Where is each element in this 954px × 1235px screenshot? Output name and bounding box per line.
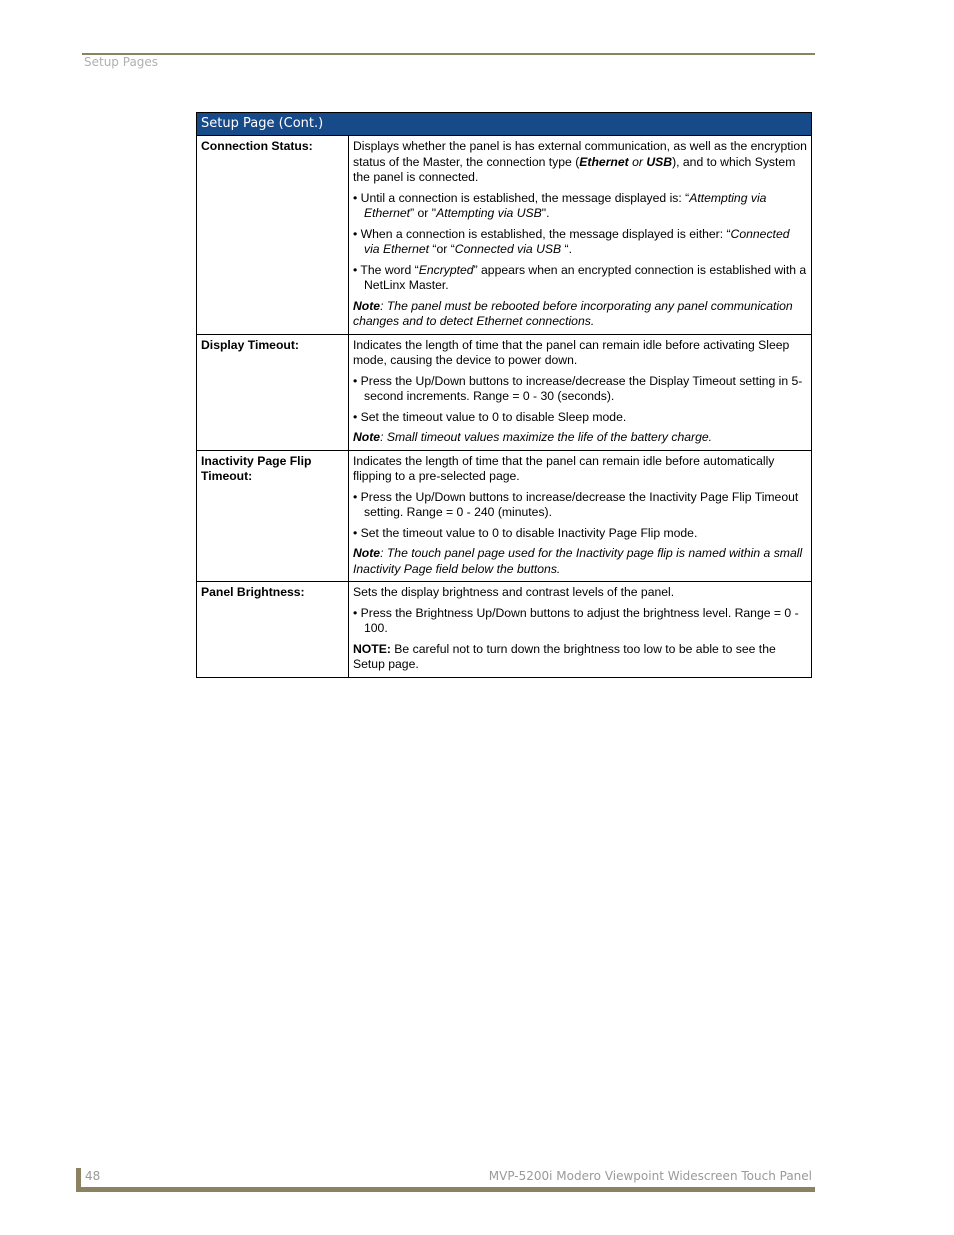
description-intro: Indicates the length of time that the panel can remain idle before automatically flipping to a pre-selected page.	[353, 453, 775, 483]
row-label: Connection Status:	[197, 136, 349, 335]
bullet-item: • Until a connection is established, the message displayed is: “Attempting via Ethernet” or "Attempting via USB".	[353, 190, 767, 220]
note: NOTE: Be careful not to turn down the brightness too low to be able to see the Setup page.	[353, 641, 776, 671]
description-intro: Sets the display brightness and contrast levels of the panel.	[353, 585, 675, 599]
bullet-item: • Press the Up/Down buttons to increase/decrease the Inactivity Page Flip Timeout setting. Range = 0 - 240 (minutes).	[353, 489, 799, 519]
running-header: Setup Pages	[84, 55, 159, 69]
page-number: 48	[85, 1169, 101, 1183]
row-description	[349, 450, 812, 582]
bullet-item: • The word “Encrypted” appears when an encrypted connection is established with a NetLinx Master.	[353, 262, 807, 292]
bullet-item: • Press the Up/Down buttons to increase/decrease the Display Timeout setting in 5-second increments. Range = 0 - 30 (seconds).	[353, 373, 803, 403]
row-description	[349, 334, 812, 450]
table-row	[197, 136, 812, 335]
header-rule	[82, 53, 815, 55]
bullet-item: • Press the Brightness Up/Down buttons to adjust the brightness level. Range = 0 - 100.	[353, 605, 799, 635]
bullet-item: • Set the timeout value to 0 to disable Sleep mode.	[353, 409, 627, 424]
row-label: Inactivity Page Flip Timeout:	[197, 450, 349, 582]
description-intro: Indicates the length of time that the panel can remain idle before activating Sleep mode, causing the device to power down.	[353, 337, 790, 367]
row-description	[349, 136, 812, 335]
row-label: Display Timeout:	[197, 334, 349, 450]
document-title: MVP-5200i Modero Viewpoint Widescreen Touch Panel	[488, 1169, 812, 1183]
table-header-row	[197, 113, 812, 136]
table-title: Setup Page (Cont.)	[197, 113, 812, 136]
table-row	[197, 450, 812, 582]
setup-page-table	[196, 112, 812, 678]
table-row	[197, 334, 812, 450]
note: Note: Small timeout values maximize the life of the battery charge.	[353, 430, 713, 444]
row-description	[349, 582, 812, 678]
row-label: Panel Brightness:	[197, 582, 349, 678]
footer-rule	[76, 1187, 815, 1192]
note: Note: The panel must be rebooted before incorporating any panel communication changes and to detect Ethernet connections.	[353, 298, 793, 328]
bullet-item: • When a connection is established, the message displayed is either: “Connected via Ethernet “or “Connected via USB “.	[353, 226, 790, 256]
note: Note: The touch panel page used for the Inactivity page flip is named within a small Inactivity Page field below the buttons.	[353, 546, 803, 576]
bullet-item: • Set the timeout value to 0 to disable Inactivity Page Flip mode.	[353, 525, 698, 540]
description-intro: Displays whether the panel is has external communication, as well as the encryption status of the Master, the connection type (Ethernet or USB), and to which System the panel is connected.	[353, 139, 807, 184]
table-row	[197, 582, 812, 678]
